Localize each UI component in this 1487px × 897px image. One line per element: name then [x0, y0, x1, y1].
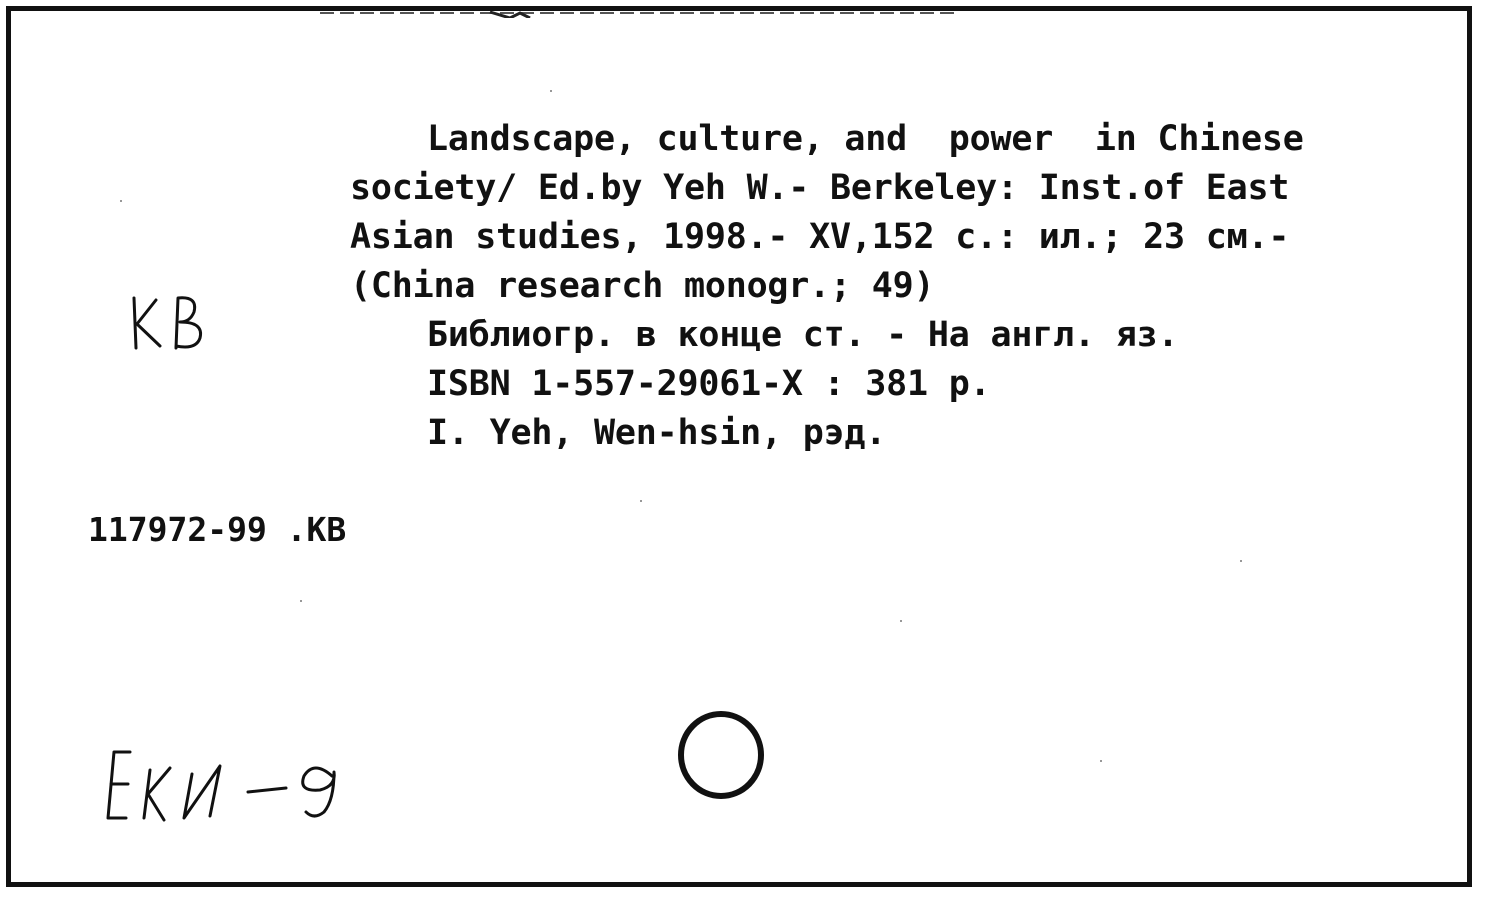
handwritten-shelf-mark — [126, 288, 216, 358]
speck — [300, 600, 302, 602]
bibliographic-entry — [350, 115, 1460, 458]
speck — [900, 620, 902, 622]
entry-isbn: ISBN 1-557-29061-X : 381 р. — [427, 364, 991, 404]
speck — [640, 500, 642, 502]
punch-hole — [676, 710, 766, 800]
handwritten-classification-code — [100, 740, 370, 830]
entry-line-4: (China research monogr.; 49) — [350, 266, 935, 306]
speck — [550, 90, 552, 92]
speck — [1100, 760, 1102, 762]
entry-line-3: Asian studies, 1998.- XV,152 c.: ил.; 23 см.- — [350, 217, 1290, 257]
speck — [120, 200, 122, 202]
top-edge-smudge — [320, 10, 960, 18]
entry-added-author: I. Yeh, Wen-hsin, рэд. — [427, 413, 887, 453]
speck — [1240, 560, 1242, 562]
entry-line-2: society/ Ed.by Yeh W.- Berkeley: Inst.of East — [350, 168, 1290, 208]
entry-note-bibliography: Библиогр. в конце ст. - На англ. яз. — [427, 315, 1179, 355]
inventory-number: 117972-99 .КВ — [88, 510, 347, 549]
entry-line-1: Landscape, culture, and power in Chinese — [427, 119, 1304, 159]
